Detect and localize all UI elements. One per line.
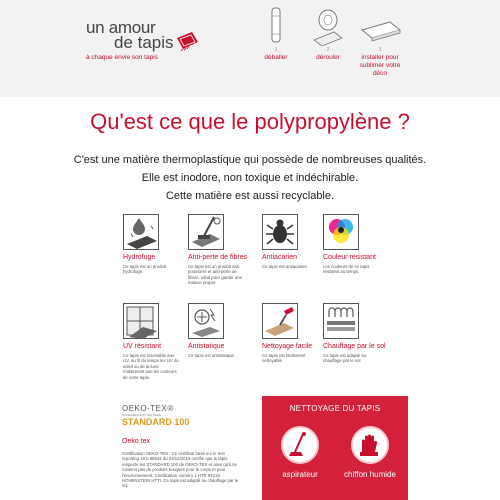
oeko-logo-name: OEKO-TEX® <box>122 404 174 413</box>
brand-logo <box>86 18 196 66</box>
feature-desc: Ce tapis est insensible aux UV, au fil du temps les UV du soleil ou de la lune n'altèreront pas les couleurs de votre tapis. <box>123 353 179 380</box>
cleaning-label-cloth: chiffon humide <box>344 470 396 479</box>
feature-title: Couleur resistant <box>323 254 376 261</box>
step-3 <box>352 6 408 78</box>
page-title: Qu'est ce que le polypropylène ? <box>90 109 410 134</box>
sun-window-icon <box>123 303 159 339</box>
feature-floor-heating <box>323 303 387 364</box>
feature-desc: Ce tapis est antistatique. <box>188 353 236 358</box>
cleaning-label-vacuum: aspirateur <box>282 470 318 479</box>
intro-line-2: Elle est inodore, non toxique et indéchirable. <box>141 172 359 184</box>
feature-desc: Ce tapis est antiacarien. <box>262 264 309 269</box>
feature-desc: Ce tapis est adapté au chauffage par le sol <box>323 353 366 364</box>
unrolling-rug-icon <box>310 6 346 46</box>
step-2 <box>300 6 356 62</box>
feature-title: Chauffage par le sol <box>323 343 386 350</box>
step-1 <box>248 6 304 62</box>
color-circles-icon <box>323 214 359 250</box>
step-1-number: 1 <box>274 47 278 53</box>
cleaning-panel <box>262 396 408 500</box>
feature-title: Anti-perte de fibres <box>188 254 248 261</box>
vacuum-cleaner-icon <box>283 428 317 462</box>
feature-title: Antistatique <box>188 343 225 350</box>
header <box>0 0 500 97</box>
intro-text <box>0 151 500 205</box>
feature-antistatic <box>188 303 252 358</box>
step-1-label: déballer <box>264 54 288 61</box>
water-repellent-icon <box>123 214 159 250</box>
feature-desc: Ce tapis est un produit hydrofuge. <box>123 264 166 275</box>
feature-hydrofuge <box>123 214 187 275</box>
intro-line-1: C'est une matière thermoplastique qui possède de nombreuses qualités. <box>73 154 427 166</box>
cleaning-title: NETTOYAGE DU TAPIS <box>289 404 381 413</box>
feature-desc: Les couleurs de ce tapis résistent au temps. <box>323 264 370 275</box>
intro-line-3: Cette matière est aussi recyclable. <box>165 190 335 202</box>
cleaning-brush-icon <box>262 303 298 339</box>
feature-uv-resistant <box>123 303 187 380</box>
brand-line1: un amour <box>86 18 156 37</box>
oeko-description: Certification OEKO-TEX : Ce certificat basé sur le test reporting 19.0.98532 du 04/12/2019 certifie que le tapis respecte les STANDARD 100 de OEKO-TEX et ainsi qu'il ne contient pas de produits toxiques pour le corps et pour l'environnement. Certification numéro 1 HTR 94219 HOHENSTEIN HTTI. Ce tapis est adapté au chauffage par le sol <box>122 451 239 489</box>
oeko-tex-logo <box>122 404 192 428</box>
flat-rug-icon <box>358 6 402 46</box>
brand-line2: de tapis <box>114 33 174 52</box>
feature-desc: Ce tapis est un produit anti-poussière et anti-perte de fibres. Idéal pour garder une maison propre. <box>188 264 242 286</box>
feature-antiacarien <box>262 214 326 269</box>
damp-cloth-badge <box>351 426 389 464</box>
feature-title: Hydrofuge <box>123 254 156 261</box>
feature-title: Nettoyage facile <box>262 343 313 350</box>
feature-title: UV résistant <box>123 343 162 350</box>
step-3-number: 3 <box>378 47 382 53</box>
step-2-number: 2 <box>326 47 330 53</box>
rolled-rug-icon <box>266 6 286 46</box>
vacuum-no-fibre-loss-icon <box>188 214 224 250</box>
antistatic-icon <box>188 303 224 339</box>
oeko-logo-subtitle: CONFIDENCE IN TEXTILES <box>122 413 161 417</box>
feature-desc: Ce tapis est facilement nettoyable <box>262 353 306 364</box>
feature-easy-cleaning <box>262 303 326 364</box>
carpet-logo-icon <box>174 30 200 52</box>
unpacking-steps <box>248 6 408 96</box>
feature-title: Antiacarien <box>262 254 298 261</box>
mite-icon <box>262 214 298 250</box>
floor-heating-icon <box>323 303 359 339</box>
brand-tagline: à chaque envie son tapis <box>86 54 158 61</box>
feature-anti-fibre-loss <box>188 214 252 286</box>
feature-color-resistant <box>323 214 387 275</box>
step-2-label: dérouler <box>316 54 340 61</box>
oeko-logo-standard: STANDARD 100 <box>122 417 190 427</box>
oeko-title: Oeko tex <box>122 438 151 445</box>
vacuum-cleaner-badge <box>281 426 319 464</box>
step-3-label: installer pour sublimer votre déco <box>359 54 401 77</box>
damp-cloth-hand-icon <box>353 428 387 462</box>
